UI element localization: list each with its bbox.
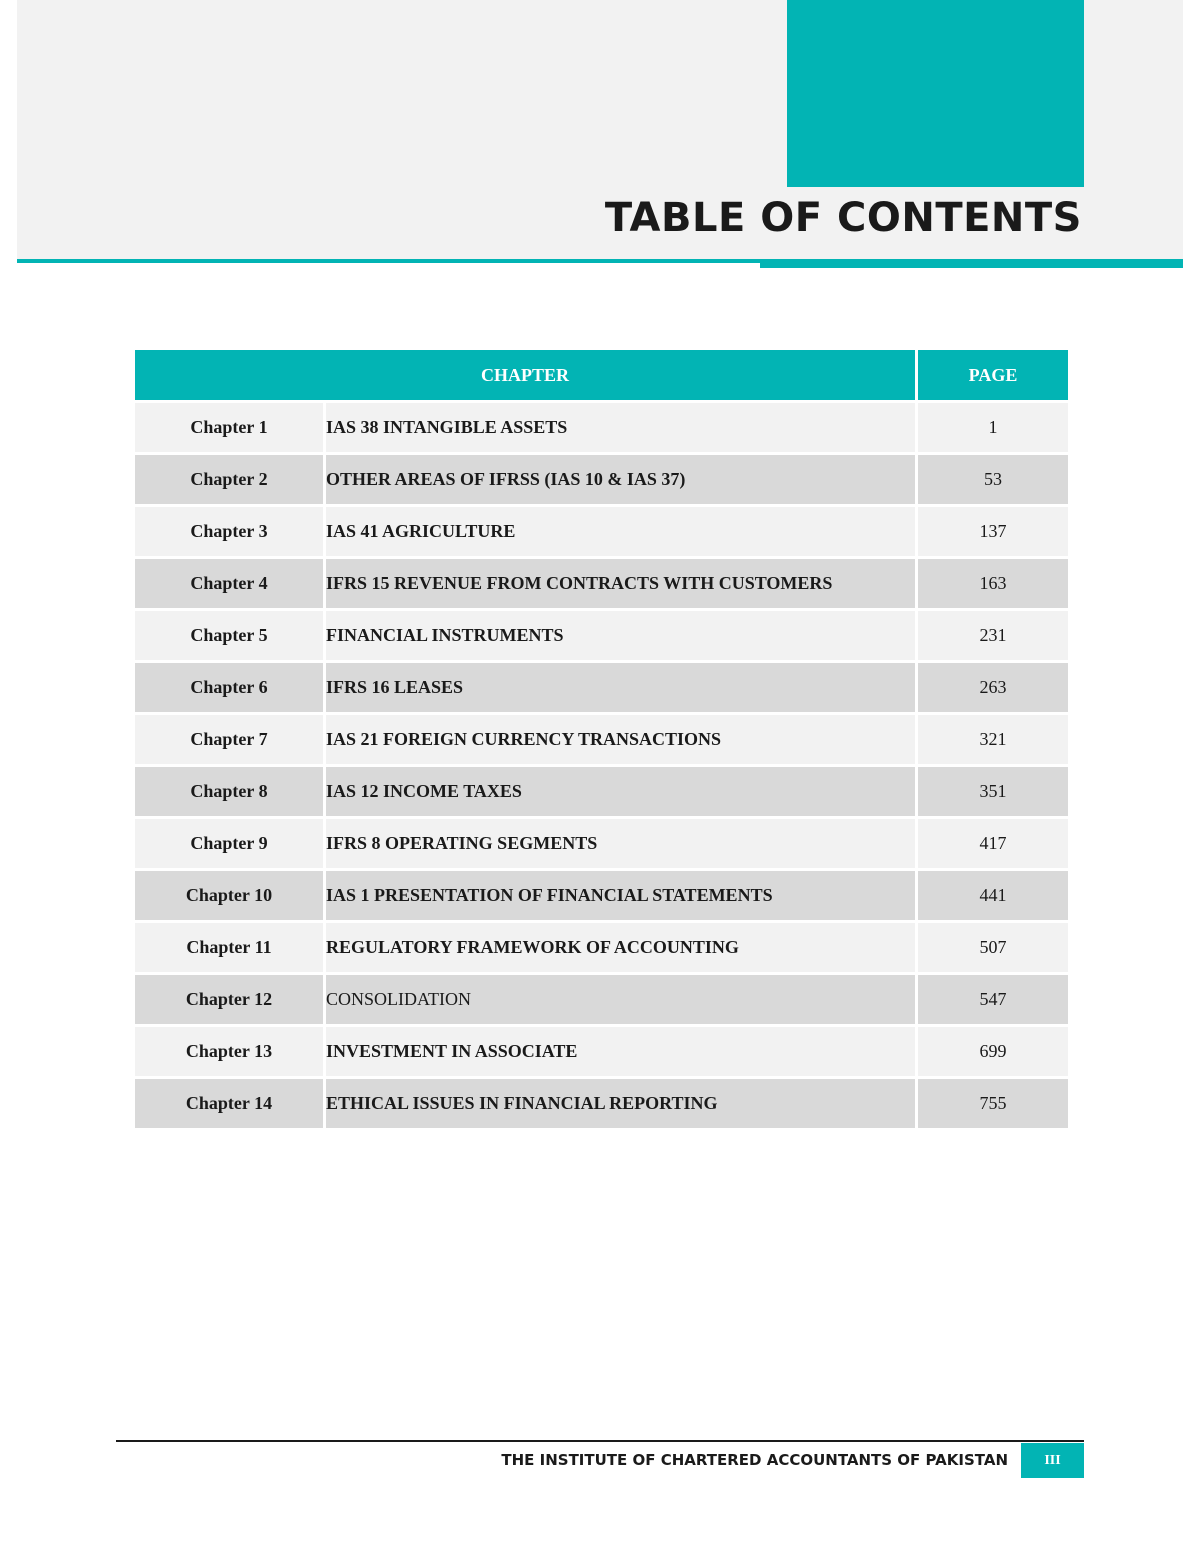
toc-chapter-number: Chapter 1 [134,402,325,454]
toc-chapter-title: REGULATORY FRAMEWORK OF ACCOUNTING [325,922,917,974]
toc-page-number: 417 [917,818,1070,870]
toc-page-number: 53 [917,454,1070,506]
footer-institute-name: THE INSTITUTE OF CHARTERED ACCOUNTANTS OF PAKISTAN [501,1451,1008,1469]
toc-chapter-number: Chapter 6 [134,662,325,714]
toc-page-number: 507 [917,922,1070,974]
footer-rule [116,1440,1084,1442]
toc-page-number: 231 [917,610,1070,662]
toc-chapter-number: Chapter 14 [134,1078,325,1130]
toc-chapter-title: CONSOLIDATION [325,974,917,1026]
toc-chapter-title: FINANCIAL INSTRUMENTS [325,610,917,662]
toc-page-number: 351 [917,766,1070,818]
toc-row[interactable] [134,1026,1070,1078]
toc-page-number: 547 [917,974,1070,1026]
toc-header-row [134,350,1070,402]
toc-row[interactable] [134,506,1070,558]
toc-row[interactable] [134,818,1070,870]
toc-row[interactable] [134,870,1070,922]
toc-row[interactable] [134,1078,1070,1130]
toc-page-number: 137 [917,506,1070,558]
toc-row[interactable] [134,610,1070,662]
toc-chapter-title: IFRS 15 REVENUE FROM CONTRACTS WITH CUSTOMERS [325,558,917,610]
toc-chapter-number: Chapter 11 [134,922,325,974]
toc-page-number: 699 [917,1026,1070,1078]
toc-page-number: 321 [917,714,1070,766]
toc-page-number: 441 [917,870,1070,922]
toc-chapter-number: Chapter 7 [134,714,325,766]
toc-table [132,350,1071,1131]
toc-row[interactable] [134,766,1070,818]
toc-chapter-number: Chapter 9 [134,818,325,870]
toc-page-number: 1 [917,402,1070,454]
toc-chapter-number: Chapter 13 [134,1026,325,1078]
toc-chapter-title: INVESTMENT IN ASSOCIATE [325,1026,917,1078]
toc-chapter-number: Chapter 12 [134,974,325,1026]
toc-chapter-number: Chapter 10 [134,870,325,922]
toc-row[interactable] [134,922,1070,974]
toc-page-number: 755 [917,1078,1070,1130]
header-rule-thick [760,259,1183,268]
toc-row[interactable] [134,974,1070,1026]
toc-chapter-title: OTHER AREAS OF IFRSS (IAS 10 & IAS 37) [325,454,917,506]
toc-chapter-number: Chapter 2 [134,454,325,506]
toc-header-page: PAGE [917,350,1070,402]
toc-chapter-title: IFRS 16 LEASES [325,662,917,714]
page-title: TABLE OF CONTENTS [604,195,1082,241]
toc-row[interactable] [134,662,1070,714]
footer-page-number: III [1021,1443,1084,1478]
toc-row[interactable] [134,454,1070,506]
toc-chapter-title: IAS 38 INTANGIBLE ASSETS [325,402,917,454]
toc-chapter-title: IAS 1 PRESENTATION OF FINANCIAL STATEMENTS [325,870,917,922]
toc-chapter-title: IAS 21 FOREIGN CURRENCY TRANSACTIONS [325,714,917,766]
toc-chapter-number: Chapter 4 [134,558,325,610]
toc-chapter-title: IAS 41 AGRICULTURE [325,506,917,558]
toc-page-number: 263 [917,662,1070,714]
toc-chapter-title: ETHICAL ISSUES IN FINANCIAL REPORTING [325,1078,917,1130]
toc-chapter-number: Chapter 8 [134,766,325,818]
toc-chapter-number: Chapter 3 [134,506,325,558]
toc-header-chapter: CHAPTER [134,350,917,402]
toc-row[interactable] [134,714,1070,766]
toc-chapter-title: IFRS 8 OPERATING SEGMENTS [325,818,917,870]
header-rule-thin [17,259,762,263]
header-accent-block [787,0,1084,187]
toc-chapter-title: IAS 12 INCOME TAXES [325,766,917,818]
toc-chapter-number: Chapter 5 [134,610,325,662]
toc-page-number: 163 [917,558,1070,610]
toc-row[interactable] [134,402,1070,454]
toc-row[interactable] [134,558,1070,610]
